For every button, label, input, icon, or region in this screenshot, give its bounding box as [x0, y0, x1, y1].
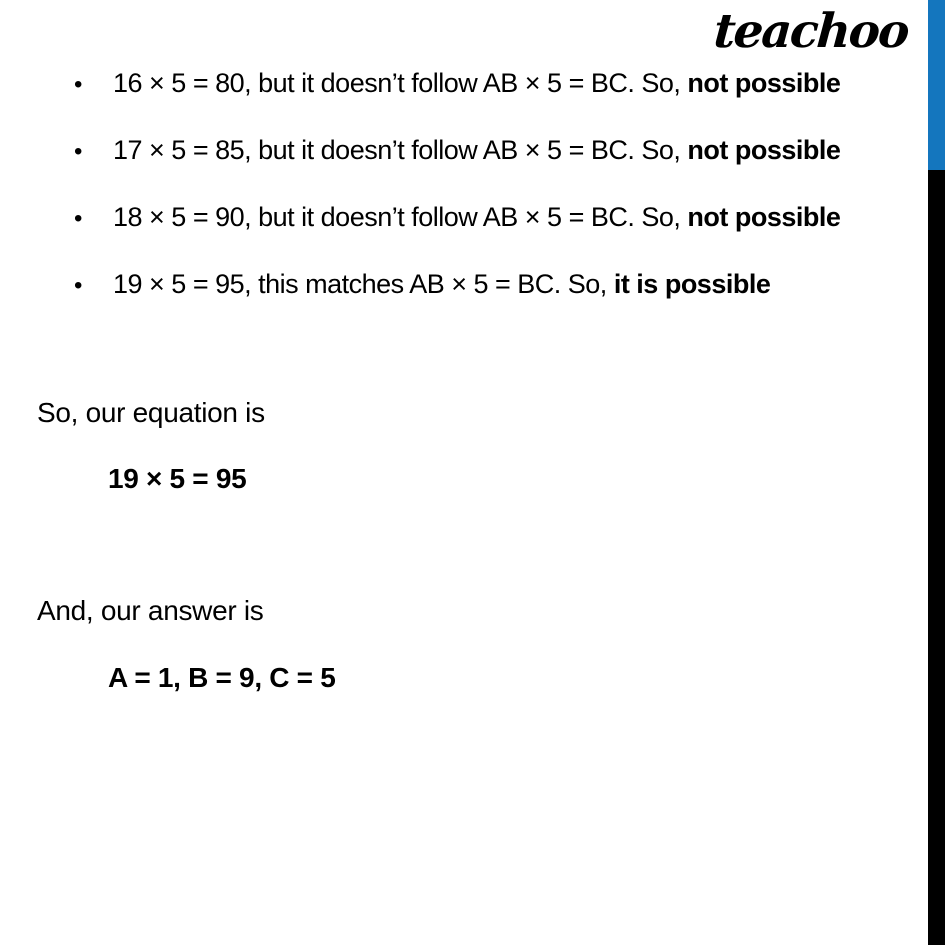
bullet-text — [113, 269, 770, 299]
bullet-icon: • — [74, 71, 82, 98]
bullet-text-bold: it is possible — [613, 269, 771, 299]
teachoo-logo: teachoo — [712, 4, 910, 59]
equation-intro: So, our equation is — [37, 397, 265, 428]
bullet-text-bold: not possible — [687, 135, 841, 165]
list-item — [74, 269, 915, 301]
bullet-icon: • — [74, 138, 82, 165]
bullet-text — [113, 202, 840, 232]
list-item — [74, 135, 915, 167]
bullet-text-normal: 16 × 5 = 80, but it doesn’t follow AB × 5 = BC. So, — [113, 68, 688, 98]
bullet-text — [113, 68, 840, 98]
bullet-text-bold: not possible — [687, 202, 841, 232]
accent-bar-blue — [928, 0, 945, 170]
answer-value: A = 1, B = 9, C = 5 — [108, 662, 336, 693]
bullet-text-normal: 18 × 5 = 90, but it doesn’t follow AB × 5 = BC. So, — [113, 202, 688, 232]
accent-bar-black — [928, 170, 945, 945]
answer-intro: And, our answer is — [37, 595, 264, 626]
bullet-text-bold: not possible — [687, 68, 841, 98]
equation-value: 19 × 5 = 95 — [108, 463, 247, 494]
bullet-icon: • — [74, 205, 82, 232]
bullet-text — [113, 135, 840, 165]
list-item — [74, 202, 915, 234]
bullet-text-normal: 17 × 5 = 85, but it doesn’t follow AB × 5 = BC. So, — [113, 135, 688, 165]
bullet-text-normal: 19 × 5 = 95, this matches AB × 5 = BC. So, — [113, 269, 614, 299]
bullet-icon: • — [74, 272, 82, 299]
bullet-list — [74, 68, 915, 336]
list-item — [74, 68, 915, 100]
